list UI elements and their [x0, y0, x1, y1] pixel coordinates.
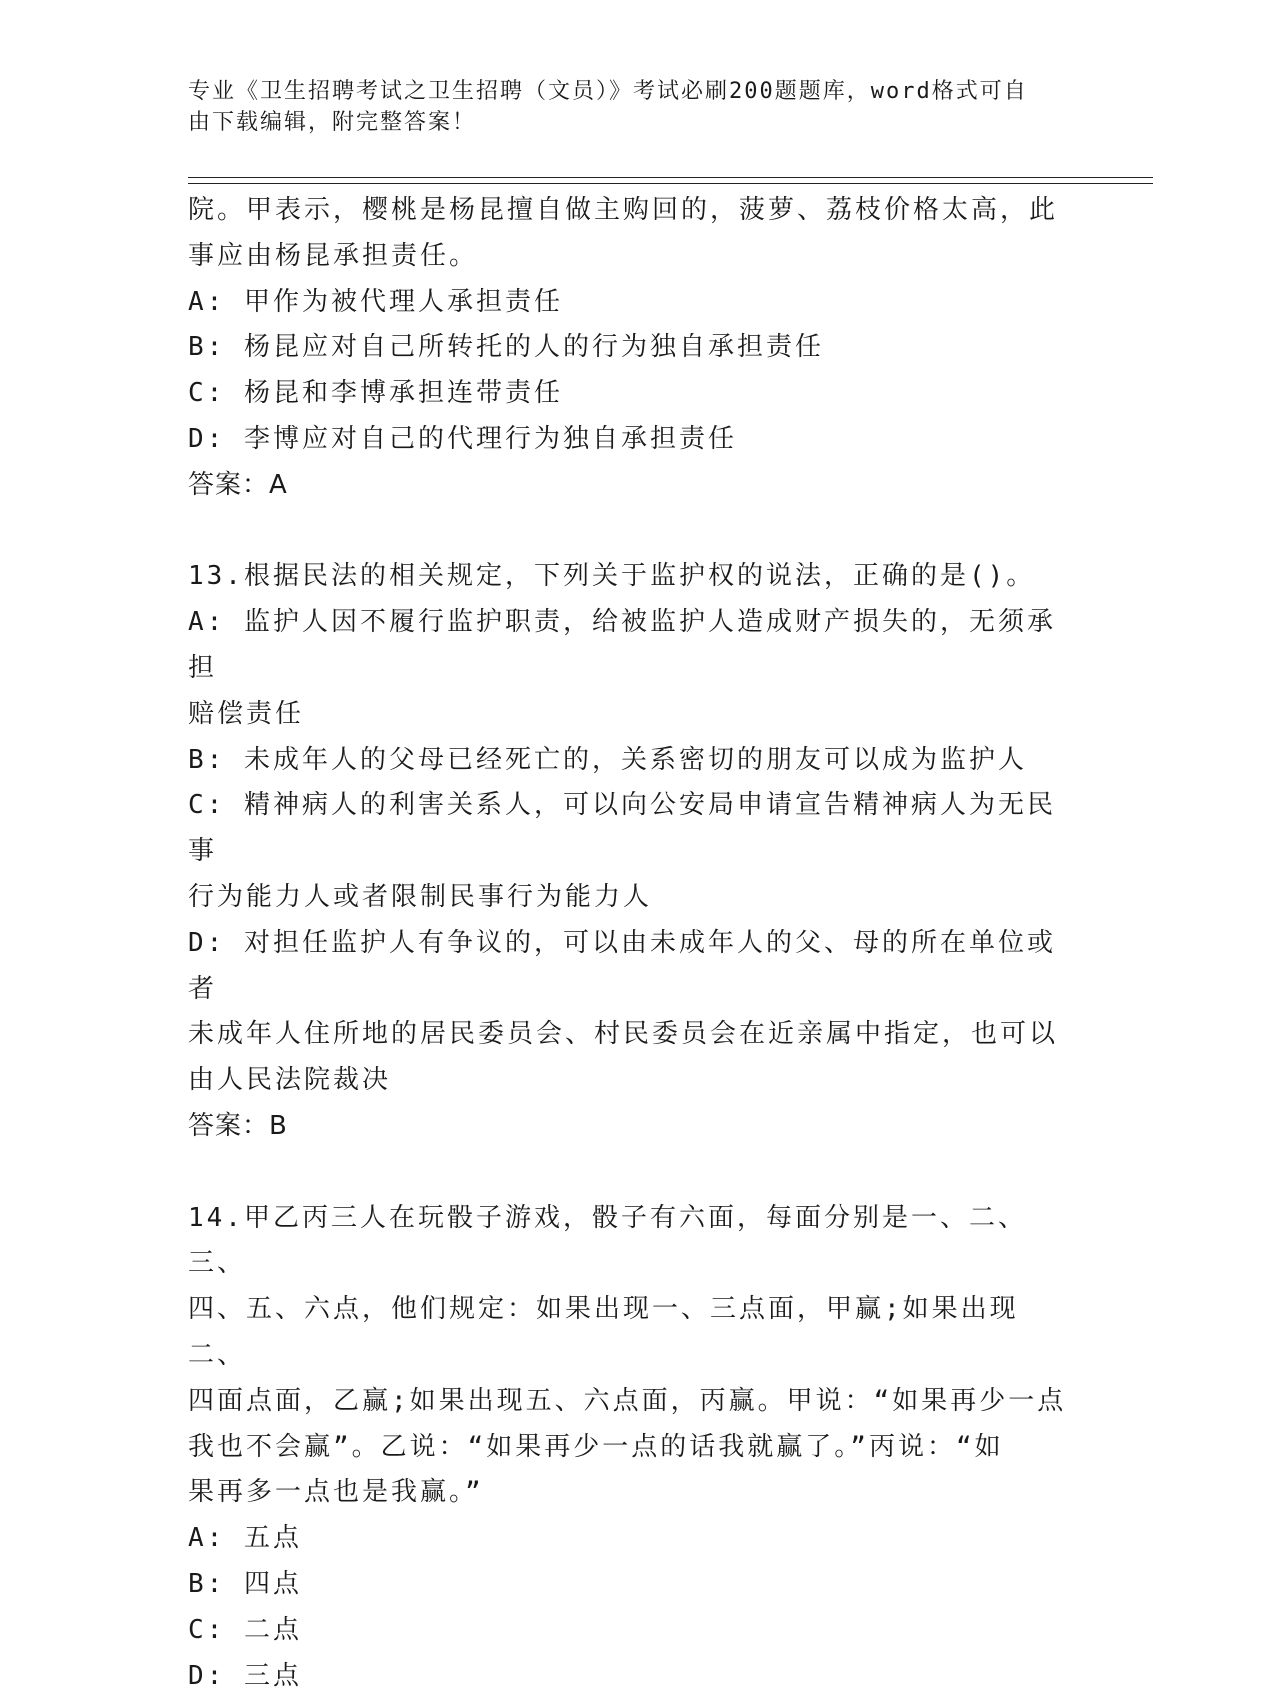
header-title-line-2: 由下载编辑，附完整答案！ — [188, 107, 1068, 138]
document-body — [188, 188, 1068, 1699]
q13-option-b: B: 未成年人的父母已经死亡的，关系密切的朋友可以成为监护人 — [188, 738, 1068, 784]
header-divider-bottom — [188, 183, 1153, 184]
question-spacer — [188, 1150, 1068, 1196]
q14-option-b: B: 四点 — [188, 1562, 1068, 1608]
q12-stem-line-1: 院。甲表示，樱桃是杨昆擅自做主购回的，菠萝、荔枝价格太高，此 — [188, 188, 1068, 234]
header-title-line-1: 专业《卫生招聘考试之卫生招聘（文员）》考试必刷200题题库，word格式可自 — [188, 76, 1068, 107]
q12-option-d: D: 李博应对自己的代理行为独自承担责任 — [188, 417, 1068, 463]
q13-option-c-line-2: 行为能力人或者限制民事行为能力人 — [188, 875, 1068, 921]
page-header — [188, 76, 1068, 138]
q12-stem-line-2: 事应由杨昆承担责任。 — [188, 234, 1068, 280]
q13-stem: 13.根据民法的相关规定，下列关于监护权的说法，正确的是()。 — [188, 554, 1068, 600]
q12-answer: 答案：A — [188, 463, 1068, 509]
q13-option-a-line-2: 赔偿责任 — [188, 692, 1068, 738]
q14-option-c: C: 二点 — [188, 1608, 1068, 1654]
q14-option-a: A: 五点 — [188, 1516, 1068, 1562]
q12-option-c: C: 杨昆和李博承担连带责任 — [188, 371, 1068, 417]
q14-stem-line-5: 果再多一点也是我赢。” — [188, 1470, 1068, 1516]
q14-option-d: D: 三点 — [188, 1654, 1068, 1699]
question-spacer — [188, 509, 1068, 555]
q12-option-b: B: 杨昆应对自己所转托的人的行为独自承担责任 — [188, 325, 1068, 371]
q13-option-c-line-1: C: 精神病人的利害关系人，可以向公安局申请宣告精神病人为无民事 — [188, 783, 1068, 875]
q14-stem-line-1: 14.甲乙丙三人在玩骰子游戏，骰子有六面，每面分别是一、二、三、 — [188, 1196, 1068, 1288]
q14-stem-line-3: 四面点面，乙赢;如果出现五、六点面，丙赢。甲说：“如果再少一点 — [188, 1379, 1068, 1425]
q14-stem-line-2: 四、五、六点，他们规定：如果出现一、三点面，甲赢;如果出现二、 — [188, 1287, 1068, 1379]
q13-option-d-line-1: D: 对担任监护人有争议的，可以由未成年人的父、母的所在单位或者 — [188, 921, 1068, 1013]
q13-option-d-line-2: 未成年人住所地的居民委员会、村民委员会在近亲属中指定，也可以 — [188, 1012, 1068, 1058]
q13-option-d-line-3: 由人民法院裁决 — [188, 1058, 1068, 1104]
q14-stem-line-4: 我也不会赢”。乙说：“如果再少一点的话我就赢了。”丙说：“如 — [188, 1425, 1068, 1471]
q13-answer: 答案：B — [188, 1104, 1068, 1150]
header-divider-top — [188, 177, 1153, 178]
q13-option-a-line-1: A: 监护人因不履行监护职责，给被监护人造成财产损失的，无须承担 — [188, 600, 1068, 692]
q12-option-a: A: 甲作为被代理人承担责任 — [188, 280, 1068, 326]
